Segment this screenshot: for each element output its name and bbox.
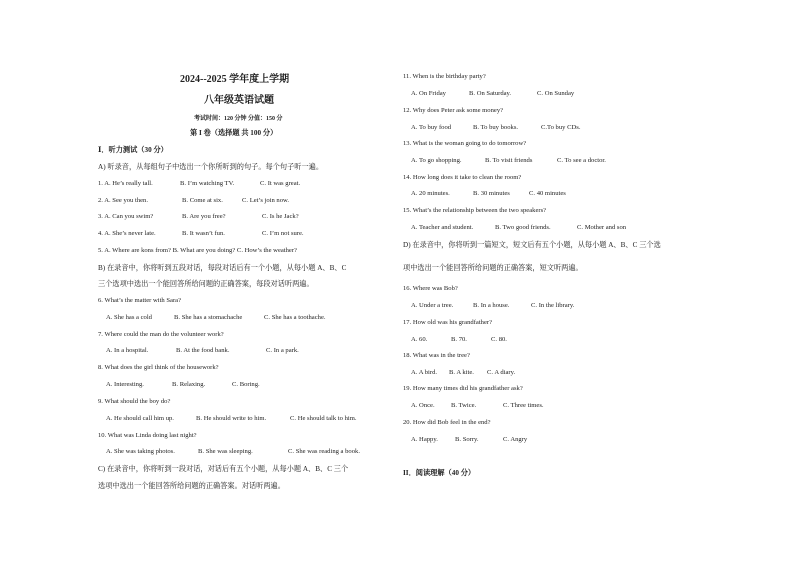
- q6-option-c: C. She has a toothache.: [264, 314, 326, 321]
- question-1: [98, 180, 301, 188]
- part-a-instructions: A) 听录音，从每组句子中选出一个你所听到的句子。每个句子听一遍。: [98, 163, 324, 171]
- q2-option-c: C. Let’s join now.: [242, 197, 290, 204]
- question-11-options: [411, 90, 575, 98]
- q4-option-a: 4. A. She’s never late.: [98, 230, 156, 237]
- question-7-options: [106, 347, 299, 355]
- q15-option-a: A. Teacher and student.: [411, 224, 474, 231]
- q7-option-a: A. In a hospital.: [106, 347, 149, 354]
- q20-option-a: A. Happy.: [411, 436, 438, 443]
- question-17-options: [411, 336, 507, 344]
- question-15-stem: 15. What’s the relationship between the two speakers?: [403, 207, 547, 214]
- section-heading-reading: II．阅读理解（40 分）: [403, 469, 476, 477]
- question-13-options: [411, 157, 606, 165]
- q1-option-a: 1. A. He’s really tall.: [98, 180, 153, 187]
- question-14-stem: 14. How long does it take to clean the room?: [403, 174, 522, 181]
- exam-subtitle: 八年级英语试题: [204, 95, 274, 106]
- question-8-options: [106, 381, 260, 389]
- q16-option-c: C. In the library.: [531, 302, 575, 309]
- question-13-stem: 13. What is the woman going to do tomorrow?: [403, 140, 527, 147]
- part-b-instructions-1: B) 在录音中，你将听到五段对话，每段对话后有一个小题，从每小题 A、B、C: [98, 264, 347, 272]
- question-4: [98, 230, 304, 238]
- q10-option-c: C. She was reading a book.: [288, 448, 360, 455]
- q1-option-c: C. It was great.: [260, 180, 301, 187]
- q13-option-a: A. To go shopping.: [411, 157, 462, 164]
- q2-option-a: 2. A. See you then.: [98, 197, 148, 204]
- q6-option-b: B. She has a stomachache: [174, 314, 243, 321]
- q15-option-b: B. Two good friends.: [495, 224, 551, 231]
- q13-option-b: B. To visit friends: [485, 157, 533, 164]
- question-15-options: [411, 224, 627, 232]
- question-20-options: [411, 436, 528, 444]
- q11-option-c: C. On Sunday: [537, 90, 575, 97]
- question-5: 5. A. Where are kons from? B. What are you doing? C. How’s the weather?: [98, 247, 297, 254]
- question-18-options: [411, 369, 516, 377]
- question-14-options: [411, 190, 566, 198]
- volume-label: 第 I 卷（选择题 共 100 分）: [190, 129, 278, 137]
- question-8-stem: 8. What does the girl think of the housework?: [98, 364, 219, 371]
- exam-title: 2024--2025 学年度上学期: [180, 74, 290, 85]
- q19-option-b: B. Twice.: [451, 402, 477, 409]
- q3-option-c: C. Is he Jack?: [262, 213, 299, 220]
- q13-option-c: C. To see a doctor.: [557, 157, 606, 164]
- q14-option-a: A. 20 minutes.: [411, 190, 450, 197]
- q17-option-a: A. 60.: [411, 336, 428, 343]
- part-d-instructions-2: 项中选出一个能回答所给问题的正确答案，短文听两遍。: [403, 264, 583, 272]
- question-17-stem: 17. How old was his grandfather?: [403, 319, 492, 326]
- question-20-stem: 20. How did Bob feel in the end?: [403, 419, 491, 426]
- question-6-options: [106, 314, 326, 322]
- q2-option-b: B. Come at six.: [182, 197, 223, 204]
- q20-option-b: B. Sorry.: [455, 436, 479, 443]
- question-10-options: [106, 448, 360, 456]
- q3-option-b: B. Are you free?: [182, 213, 226, 220]
- q8-option-a: A. Interesting.: [106, 381, 144, 388]
- q20-option-c: C. Angry: [503, 436, 528, 443]
- q12-option-a: A. To buy food: [411, 124, 452, 131]
- part-d-instructions-1: D) 在录音中，你将听到一篇短文，短文后有五个小题，从每小题 A、B、C 三个选: [403, 241, 661, 249]
- q14-option-b: B. 30 minutes: [473, 190, 510, 197]
- q9-option-a: A. He should call him up.: [106, 415, 174, 422]
- q10-option-b: B. She was sleeping.: [198, 448, 253, 455]
- q18-option-c: C. A diary.: [487, 369, 516, 376]
- q4-option-b: B. It wasn’t fun.: [182, 230, 225, 237]
- question-9-options: [106, 415, 357, 423]
- question-3: [98, 213, 299, 221]
- q9-option-c: C. He should talk to him.: [290, 415, 357, 422]
- q4-option-c: C. I’m not sure.: [262, 230, 304, 237]
- question-16-options: [411, 302, 575, 310]
- question-12-stem: 12. Why does Peter ask some money?: [403, 107, 504, 114]
- q9-option-b: B. He should write to him.: [196, 415, 267, 422]
- question-12-options: [411, 124, 581, 132]
- q16-option-b: B. In a house.: [473, 302, 510, 309]
- q18-option-b: B. A kite.: [449, 369, 474, 376]
- q6-option-a: A. She has a cold: [106, 314, 152, 321]
- question-11-stem: 11. When is the birthday party?: [403, 73, 486, 80]
- part-c-instructions-2: 选项中选出一个能回答所给问题的正确答案。对话听两遍。: [98, 482, 285, 490]
- q3-option-a: 3. A. Can you swim?: [98, 213, 154, 220]
- question-16-stem: 16. Where was Bob?: [403, 285, 458, 292]
- question-10-stem: 10. What was Linda doing last night?: [98, 432, 197, 439]
- q7-option-b: B. At the food bank.: [176, 347, 230, 354]
- part-b-instructions-2: 三个选项中选出一个能回答所给问题的正确答案，每段对话听两遍。: [98, 280, 314, 288]
- q11-option-a: A. On Friday: [411, 90, 446, 97]
- q15-option-c: C. Mother and son: [577, 224, 627, 231]
- q19-option-a: A. Once.: [411, 402, 435, 409]
- question-19-options: [411, 402, 544, 410]
- q17-option-c: C. 80.: [491, 336, 507, 343]
- question-18-stem: 18. What was in the tree?: [403, 352, 470, 359]
- section-heading-listening: Ⅰ．听力测试（30 分）: [98, 146, 168, 154]
- q14-option-c: C. 40 minutes: [529, 190, 566, 197]
- q12-option-c: C.To buy CDs.: [541, 124, 581, 131]
- question-2: [98, 197, 290, 205]
- q12-option-b: B. To buy books.: [473, 124, 519, 131]
- q11-option-b: B. On Saturday.: [469, 90, 512, 97]
- q19-option-c: C. Three times.: [503, 402, 544, 409]
- question-7-stem: 7. Where could the man do the volunteer work?: [98, 331, 224, 338]
- q8-option-b: B. Relaxing.: [172, 381, 206, 388]
- question-6-stem: 6. What’s the matter with Sara?: [98, 297, 182, 304]
- q7-option-c: C. In a park.: [266, 347, 299, 354]
- q10-option-a: A. She was taking photos.: [106, 448, 175, 455]
- q18-option-a: A. A bird.: [411, 369, 438, 376]
- question-19-stem: 19. How many times did his grandfather ask?: [403, 385, 523, 392]
- q1-option-b: B. I’m watching TV.: [180, 180, 235, 187]
- part-c-instructions-1: C) 在录音中，你将听到一段对话，对话后有五个小题，从每小题 A、B、C 三个: [98, 465, 349, 473]
- q17-option-b: B. 70.: [451, 336, 467, 343]
- question-9-stem: 9. What should the boy do?: [98, 398, 171, 405]
- q16-option-a: A. Under a tree.: [411, 302, 454, 309]
- q8-option-c: C. Boring.: [232, 381, 260, 388]
- exam-info: 考试时间：120 分钟 分值：150 分: [194, 116, 283, 122]
